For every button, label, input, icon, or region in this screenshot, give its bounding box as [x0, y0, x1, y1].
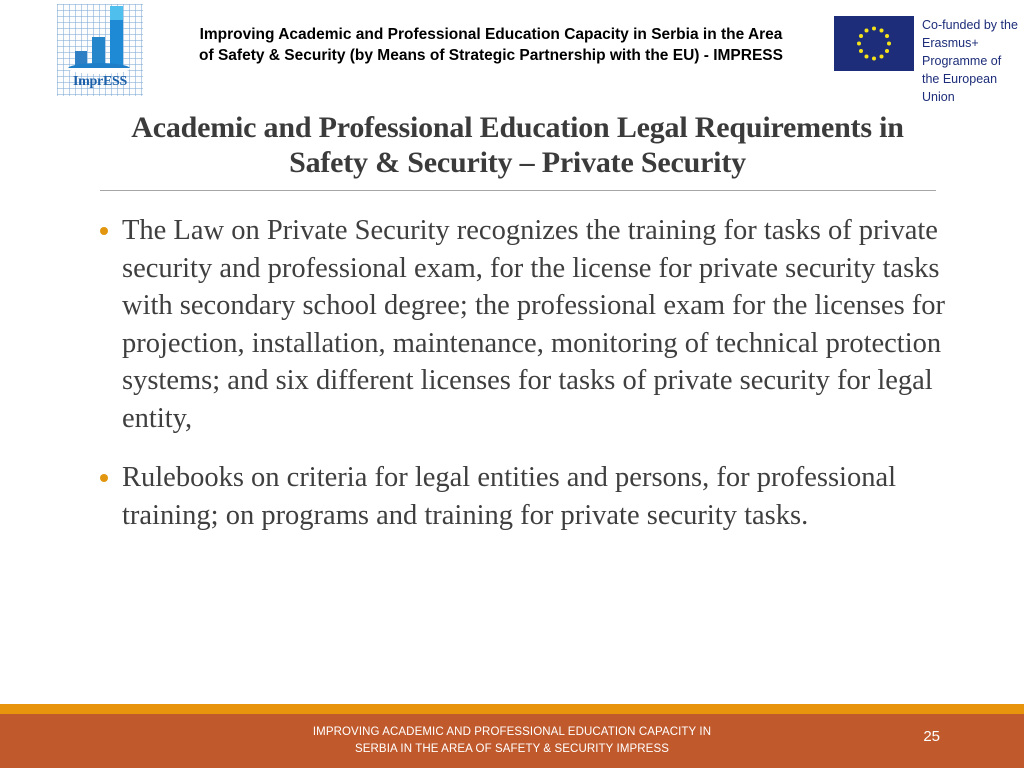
slide-footer [0, 714, 1024, 768]
bullet-dot-icon [100, 227, 108, 235]
eu-erasmus-logo [816, 10, 1018, 104]
slide-header [0, 0, 1024, 104]
bullet-item [96, 459, 946, 534]
bullet-text: The Law on Private Security recognizes the training for tasks of private security and professional exam, for the license for private security tasks with secondary school degree; the professional exam for the licenses for projection, installation, maintenance, monitoring of technical protection systems; and six different licenses for tasks of private security for legal entity, [122, 215, 946, 434]
bullet-text: Rulebooks on criteria for legal entities and persons, for professional training; on programs and training for private security tasks. [122, 462, 897, 531]
slide-title: Academic and Professional Education Legal Requirements in Safety & Security – Private Security [131, 111, 904, 179]
project-title: Improving Academic and Professional Education Capacity in Serbia in the Area of Safety & Security (by Means of Strategic Partnership with the EU) - IMPRESS [199, 26, 783, 64]
eu-flag-icon [834, 16, 914, 71]
bullet-dot-icon [100, 474, 108, 482]
footer-line-2: SERBIA IN THE AREA OF SAFETY & SECURITY IMPRESS [354, 743, 669, 755]
eu-funding-text: Co-funded by the Erasmus+ Programme of the European Union [922, 18, 1018, 104]
footer-accent-stripe [0, 704, 1024, 714]
title-divider [100, 190, 936, 191]
logo-bar-3-top [110, 6, 123, 20]
slide-body [96, 212, 946, 534]
bullet-item [96, 212, 946, 437]
impress-logo [57, 4, 143, 96]
impress-logo-wordmark: ImprESS [73, 74, 127, 89]
footer-line-1: IMPROVING ACADEMIC AND PROFESSIONAL EDUCATION CAPACITY IN [312, 726, 712, 738]
logo-swoosh-icon [68, 63, 130, 74]
page-number: 25 [923, 728, 940, 745]
logo-bar-3 [110, 20, 123, 68]
footer-project-text [262, 724, 762, 758]
